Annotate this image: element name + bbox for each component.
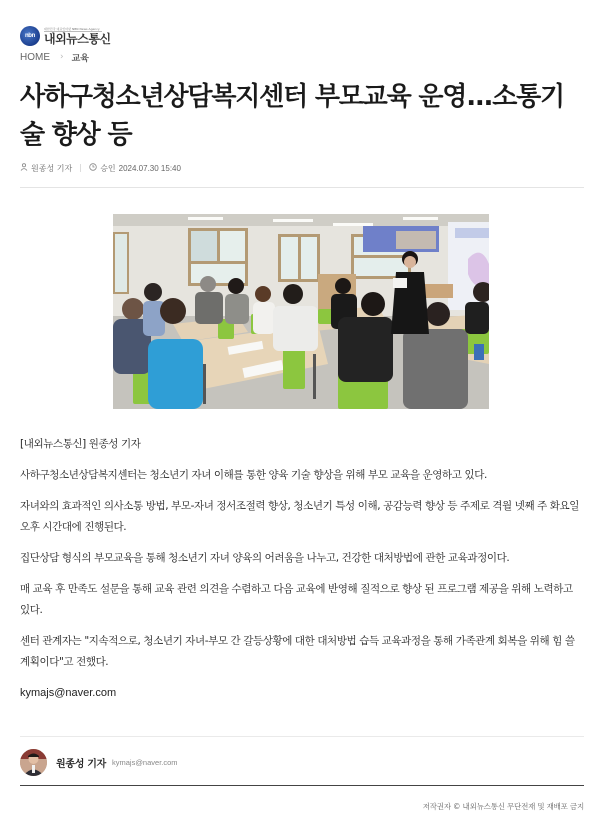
copyright-notice: 저작권자 © 내외뉴스통신 무단전재 및 재배포 금지 — [422, 802, 584, 811]
author-name[interactable]: 원종성 기자 — [56, 758, 106, 770]
chevron-right-icon: › — [60, 52, 64, 62]
meta-author[interactable]: 원종성 기자 — [31, 163, 73, 173]
person-icon — [20, 163, 28, 173]
article-paragraph: 집단상담 형식의 부모교육을 통해 청소년기 자녀 양육의 어려움을 나누고, 건강한 대처방법에 관한 교육과정이다. — [20, 552, 510, 564]
site-logo[interactable] — [20, 25, 111, 47]
logo-emblem-text: nbn — [24, 33, 36, 39]
author-email[interactable]: kymajs@naver.com — [111, 757, 178, 767]
article-paragraph: 센터 관계자는 "지속적으로, 청소년기 자녀-부모 간 갈등상황에 대한 대처방법 습득 교육과정을 통해 가족관계 회복을 위해 힘 쓸 계획이다"고 전했다. — [20, 635, 575, 668]
article-meta — [20, 162, 181, 174]
meta-approved-label: 승인 — [100, 163, 116, 173]
breadcrumb-category-link[interactable]: 교육 — [71, 53, 89, 64]
article-email: kymajs@naver.com — [20, 687, 117, 699]
article-title: 사하구청소년상담복지센터 부모교육 운영...소통기술 향상 등 — [20, 82, 564, 150]
footer-divider — [20, 785, 584, 786]
meta-date: 2024.07.30 15:40 — [118, 163, 181, 173]
breadcrumb — [20, 50, 89, 64]
article-paragraph: 자녀와의 효과적인 의사소통 방법, 부모-자녀 정서조절력 향상, 청소년기 특성 이해, 공감능력 향상 등 주제로 격월 넷째 주 화요일 오후 시간대에 진행된다. — [20, 500, 580, 533]
clock-icon — [89, 163, 97, 173]
article-byline: [내외뉴스통신] 원종성 기자 — [20, 438, 141, 450]
header-divider — [20, 187, 584, 188]
article-paragraph: 매 교육 후 만족도 설문을 통해 교육 관련 의견을 수렴하고 다음 교육에 반영해 질적으로 향상 된 프로그램 제공을 위해 노력하고 있다. — [20, 583, 573, 616]
author-box — [20, 748, 178, 776]
breadcrumb-home-link[interactable]: HOME — [20, 51, 50, 63]
author-avatar[interactable] — [20, 749, 47, 776]
classroom-photo-illustration — [113, 214, 489, 409]
article-paragraph: 사하구청소년상담복지센터는 청소년기 자녀 이해를 통한 양육 기술 향상을 위해 부모 교육을 운영하고 있다. — [20, 469, 487, 481]
article-body — [20, 434, 582, 714]
logo-tagline: 대한민국 대표인터넷 NBN News Agency — [44, 27, 102, 32]
article-photo[interactable] — [113, 214, 489, 409]
logo-name: 내외뉴스통신 — [44, 31, 111, 46]
meta-divider — [80, 164, 81, 172]
logo-emblem-icon — [20, 26, 40, 46]
author-divider — [20, 736, 584, 737]
